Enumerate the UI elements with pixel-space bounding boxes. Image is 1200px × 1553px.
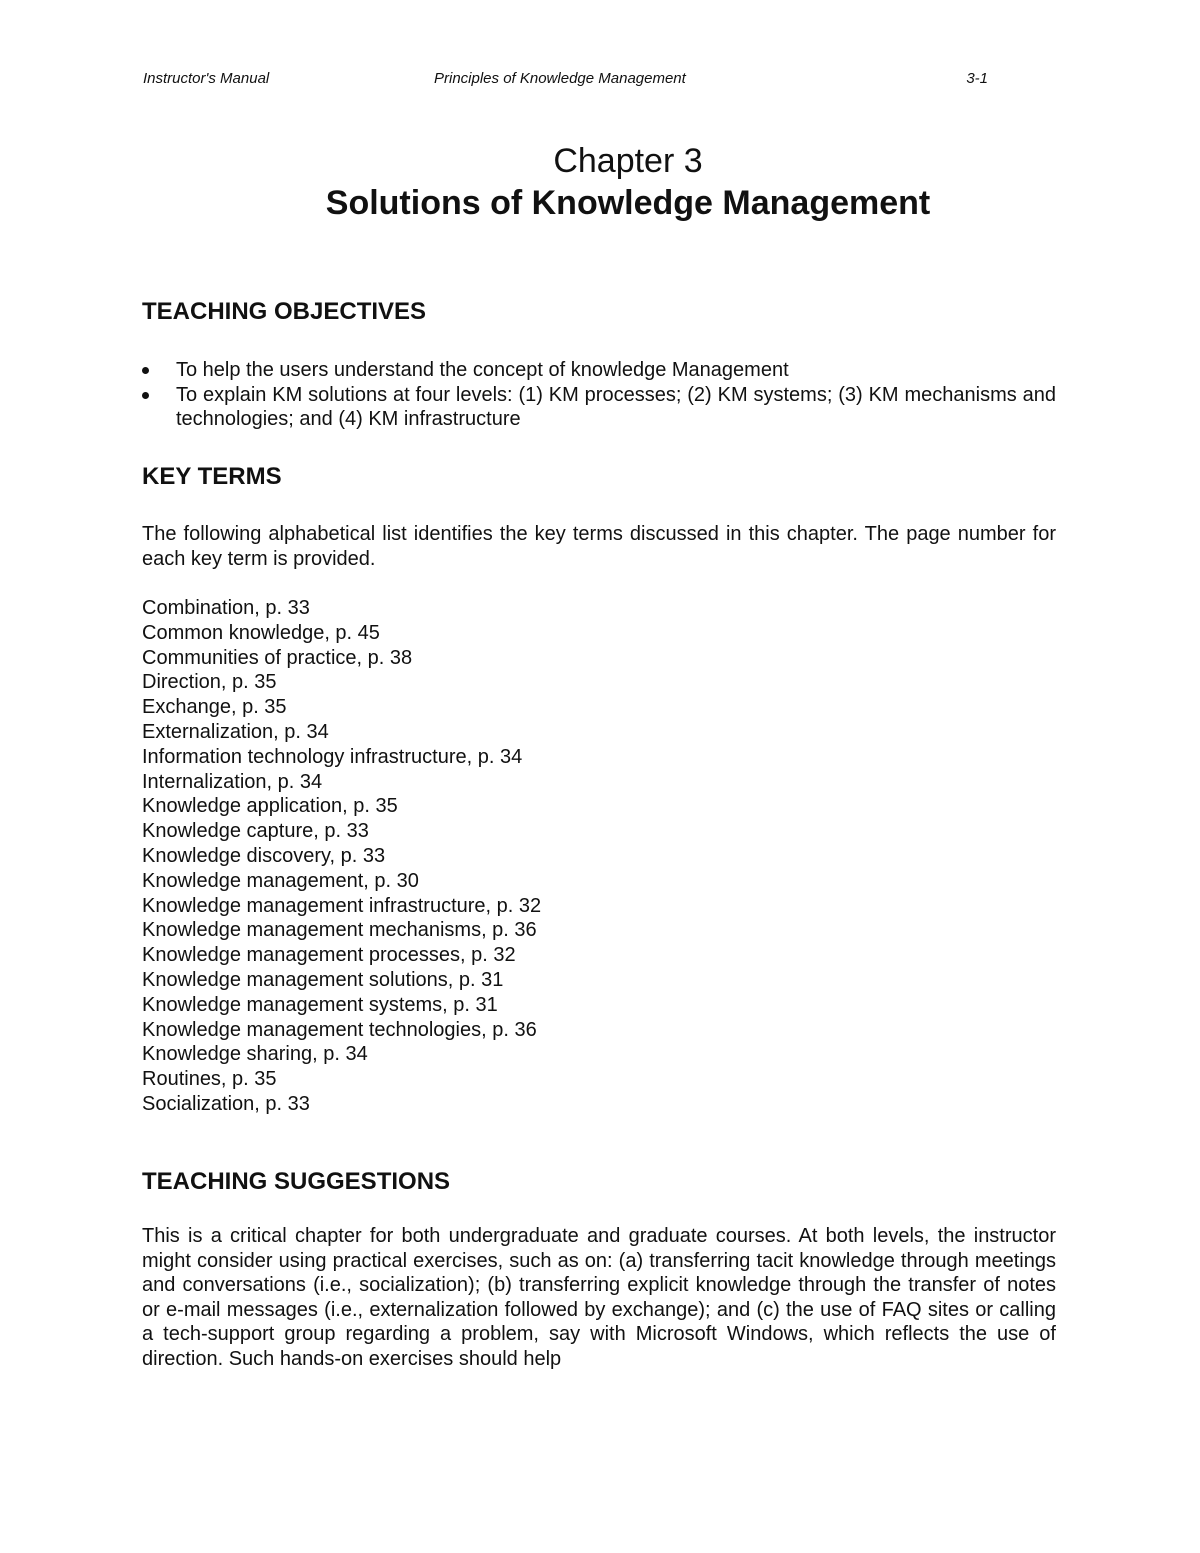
list-item: Routines, p. 35 — [142, 1068, 277, 1091]
list-item — [142, 383, 1056, 432]
list-item: Common knowledge, p. 45 — [142, 621, 380, 644]
list-item: Knowledge capture, p. 33 — [142, 820, 369, 843]
bullet-icon — [142, 367, 149, 374]
chapter-number: Chapter 3 — [553, 142, 703, 180]
list-item — [142, 358, 1056, 383]
header-center-text: Principles of Knowledge Management — [434, 70, 686, 87]
list-item: Knowledge management technologies, p. 36 — [142, 1018, 537, 1041]
list-item: Knowledge sharing, p. 34 — [142, 1043, 368, 1066]
objective-text: To explain KM solutions at four levels: (1) KM processes; (2) KM systems; (3) KM mechanisms and technologies; and (4) KM infrastructure — [176, 383, 1056, 431]
list-item: Knowledge management mechanisms, p. 36 — [142, 919, 537, 942]
header-page-number: 3-1 — [966, 70, 988, 87]
chapter-title-block — [0, 140, 1200, 224]
list-item: Communities of practice, p. 38 — [142, 646, 413, 669]
key-terms-intro: The following alphabetical list identifies the key terms discussed in this chapter. The page number for each key term is provided. — [142, 523, 1056, 570]
list-item: Knowledge management, p. 30 — [142, 869, 419, 892]
running-header — [143, 70, 988, 90]
chapter-subtitle: Solutions of Knowledge Management — [325, 184, 931, 222]
list-item: Knowledge discovery, p. 33 — [142, 844, 386, 867]
teaching-suggestions-heading: TEACHING SUGGESTIONS — [142, 1168, 451, 1195]
list-item: Combination, p. 33 — [142, 597, 310, 619]
list-item: Socialization, p. 33 — [142, 1092, 310, 1115]
list-item: Exchange, p. 35 — [142, 696, 287, 719]
header-left-text: Instructor's Manual — [143, 70, 270, 87]
teaching-objectives-list — [142, 358, 1056, 432]
list-item: Direction, p. 35 — [142, 671, 277, 694]
key-terms-list — [142, 596, 541, 1117]
list-item: Externalization, p. 34 — [142, 720, 329, 743]
key-terms-heading: KEY TERMS — [142, 463, 282, 490]
teaching-suggestions-paragraph: This is a critical chapter for both undergraduate and graduate courses. At both levels, the instructor might consider using practical exercises, such as on: (a) transferring tacit knowledge through meetings and conversations (i.e., socialization); (b) transferring explicit knowledge through the transfer of notes or e-mail messages (i.e., externalization followed by exchange); and (c) the use of FAQ sites or calling a tech-support group regarding a problem, say with Microsoft Windows, which reflects the use of direction. Such hands-on exercises should help — [142, 1225, 1056, 1370]
list-item: Knowledge management processes, p. 32 — [142, 944, 516, 967]
list-item: Knowledge management systems, p. 31 — [142, 993, 498, 1016]
list-item: Knowledge management solutions, p. 31 — [142, 968, 504, 991]
list-item: Knowledge application, p. 35 — [142, 795, 398, 818]
objective-text: To help the users understand the concept of knowledge Management — [176, 359, 789, 381]
list-item: Internalization, p. 34 — [142, 770, 323, 793]
bullet-icon — [142, 392, 149, 399]
teaching-objectives-heading: TEACHING OBJECTIVES — [142, 298, 427, 325]
list-item: Information technology infrastructure, p. 34 — [142, 745, 523, 768]
list-item: Knowledge management infrastructure, p. 32 — [142, 894, 542, 917]
